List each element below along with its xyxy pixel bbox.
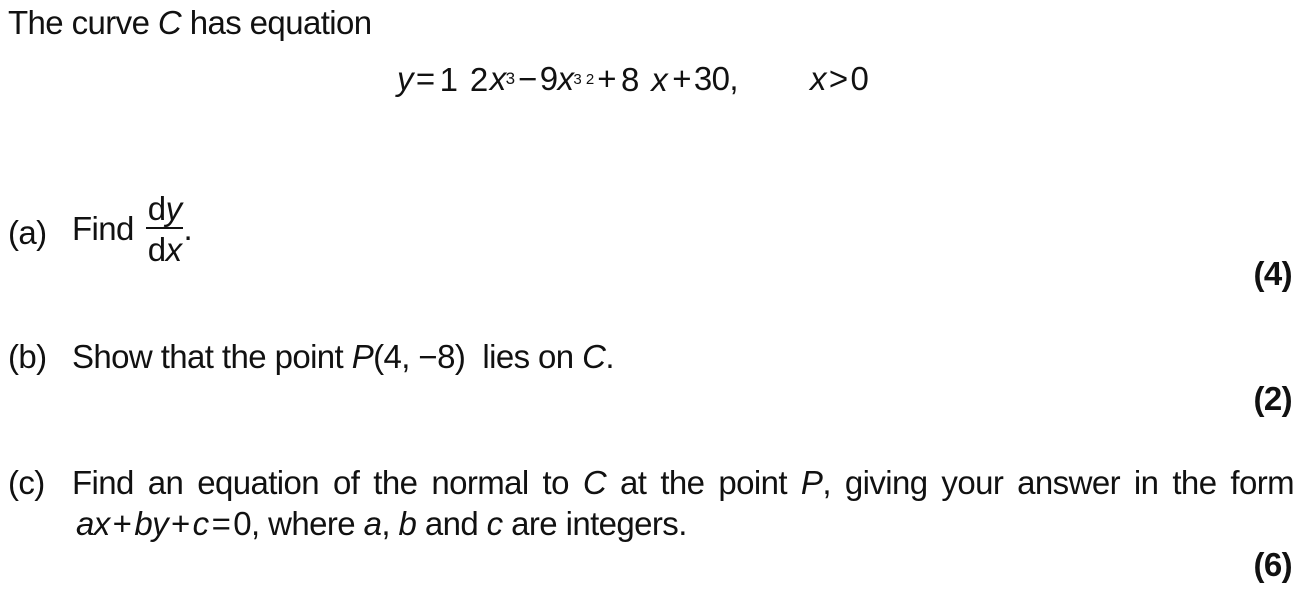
eq-exp1: 3 [505, 69, 516, 88]
eq-fraction-8-num: 8 [620, 60, 639, 98]
part-a-period: . [183, 210, 193, 247]
point-p-coords: (4, −8) [373, 338, 466, 375]
var-b: b [398, 505, 417, 542]
part-b-label: (b) [8, 338, 47, 375]
part-c-line1-b: at the point [606, 464, 801, 501]
curve-symbol: C [582, 338, 606, 375]
eq-x2: x [557, 60, 574, 97]
eq-x1: x [489, 60, 506, 97]
part-c-line2 [76, 505, 687, 543]
var-c: c [486, 505, 503, 542]
eq-fraction-half-den: 2 [469, 60, 488, 98]
curve-symbol: C [582, 464, 607, 501]
eq-fraction-half-num: 1 [439, 60, 458, 98]
eq-constant: 30, [693, 60, 738, 97]
intro-before: The curve [8, 4, 158, 41]
normal-eq-equals: = [211, 505, 231, 542]
part-b-end: . [605, 338, 614, 375]
derivative-num-d: d [147, 190, 166, 227]
part-c-line2-a: , where [251, 505, 364, 542]
derivative-num-var: y [165, 190, 182, 227]
derivative-numerator [146, 192, 184, 227]
eq-exp2 [573, 72, 594, 87]
eq-plus2: + [672, 60, 691, 97]
eq-fraction-8-over-x [619, 60, 669, 98]
part-c-marks: (6) [1253, 546, 1292, 583]
curve-equation [397, 60, 868, 98]
derivative-denominator [146, 229, 184, 266]
eq-plus1: + [597, 60, 616, 97]
part-a-label: (a) [8, 214, 47, 251]
eq-cond-val: 0 [850, 60, 869, 97]
eq-cond-gt: > [828, 60, 848, 97]
normal-eq-ax: ax [76, 505, 110, 542]
var-a: a [363, 505, 382, 542]
eq-cond-x: x [809, 60, 826, 97]
normal-eq-zero: 0 [233, 505, 251, 542]
part-a-text: Find [72, 210, 134, 247]
part-c-label: (c) [8, 464, 45, 501]
point-p-symbol: P [351, 338, 374, 375]
part-c-line1 [72, 464, 1294, 502]
part-b-question [72, 338, 614, 376]
part-a-question [72, 192, 192, 266]
part-c-line1-c: , giving your answer in the form [822, 464, 1295, 501]
eq-exp2-num: 3 [573, 70, 582, 88]
eq-coef2: 9 [539, 60, 558, 97]
eq-fraction-x-den: x [651, 60, 668, 98]
part-a-marks: (4) [1253, 255, 1292, 292]
eq-fraction-half [438, 60, 490, 98]
normal-eq-plus2: + [170, 505, 190, 542]
part-b-marks: (2) [1253, 380, 1292, 417]
normal-eq-plus1: + [112, 505, 132, 542]
derivative-dy-dx [146, 192, 184, 266]
intro-text [8, 4, 372, 42]
part-c-and: and [416, 505, 487, 542]
eq-equals: = [415, 60, 435, 97]
eq-y: y [397, 60, 413, 97]
curve-symbol: C [157, 4, 182, 41]
derivative-den-d: d [147, 231, 166, 268]
eq-exp2-den: 2 [585, 70, 595, 88]
part-c-line2-b: are integers. [502, 505, 687, 542]
eq-minus: − [518, 60, 537, 97]
normal-eq-c: c [192, 505, 209, 542]
point-p-symbol: P [800, 464, 823, 501]
derivative-den-var: x [165, 231, 182, 268]
normal-eq-by: by [134, 505, 168, 542]
part-b-text2: lies on [465, 338, 583, 375]
part-c-line1-a: Find an equation of the normal to [72, 464, 583, 501]
part-b-text1: Show that the point [72, 338, 352, 375]
intro-after: has equation [181, 4, 372, 41]
part-c-sep1: , [381, 505, 399, 542]
